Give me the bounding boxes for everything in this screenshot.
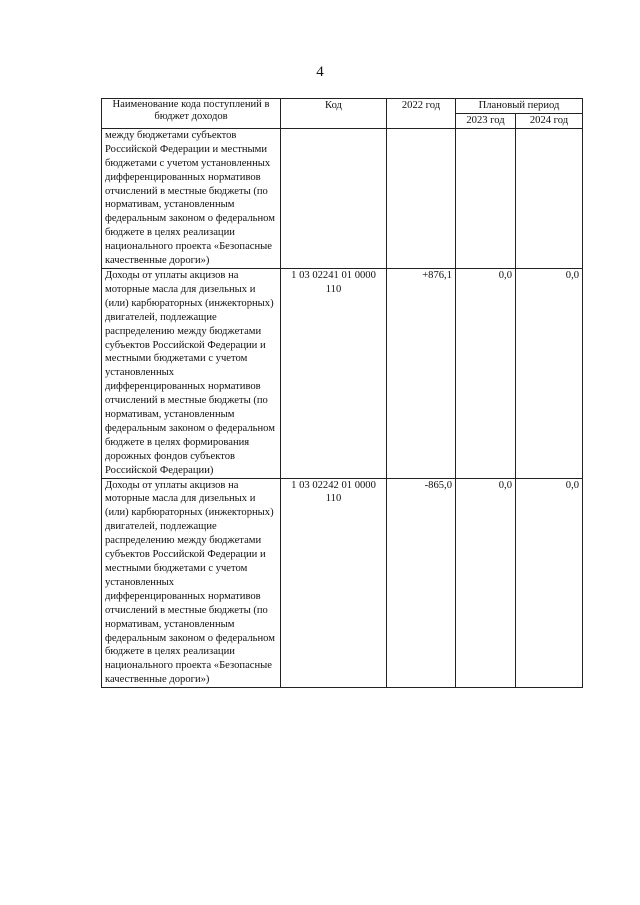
row-value-2022 xyxy=(387,128,456,268)
row-code: 1 03 02241 01 0000 110 xyxy=(281,268,387,478)
row-value-2023: 0,0 xyxy=(456,478,516,688)
header-planning-period: Плановый период xyxy=(456,99,583,114)
row-name: Доходы от уплаты акцизов на моторные масла для дизельных и (или) карбюраторных (инжекторных) двигателей, подлежащие распределению между бюджетами субъектов Российской Федерации и местными бюджетами с учетом установленных дифференцированных нормативов отчислений в местные бюджеты (по нормативам, установленным федеральным законом о федеральном бюджете в целях реализации национального проекта «Безопасные качественные дороги») xyxy=(102,478,281,688)
header-2023: 2023 год xyxy=(456,114,516,129)
header-name: Наименование кода поступлений в бюджет доходов xyxy=(102,99,281,129)
row-value-2022: -865,0 xyxy=(387,478,456,688)
row-value-2024 xyxy=(516,128,583,268)
table-row xyxy=(102,478,583,688)
row-code xyxy=(281,128,387,268)
revenue-table xyxy=(101,98,583,688)
row-value-2023: 0,0 xyxy=(456,268,516,478)
row-name: Доходы от уплаты акцизов на моторные масла для дизельных и (или) карбюраторных (инжекторных) двигателей, подлежащие распределению между бюджетами субъектов Российской Федерации и местными бюджетами с учетом установленных дифференцированных нормативов отчислений в местные бюджеты (по нормативам, установленным федеральным законом о федеральном бюджете в целях формирования дорожных фондов субъектов Российской Федерации) xyxy=(102,268,281,478)
row-value-2024: 0,0 xyxy=(516,478,583,688)
table-row xyxy=(102,268,583,478)
row-value-2022: +876,1 xyxy=(387,268,456,478)
header-2024: 2024 год xyxy=(516,114,583,129)
row-code: 1 03 02242 01 0000 110 xyxy=(281,478,387,688)
header-code: Код xyxy=(281,99,387,129)
page-number: 4 xyxy=(316,64,324,80)
header-2022: 2022 год xyxy=(387,99,456,129)
table-row xyxy=(102,128,583,268)
row-value-2023 xyxy=(456,128,516,268)
row-value-2024: 0,0 xyxy=(516,268,583,478)
row-name: между бюджетами субъектов Российской Федерации и местными бюджетами с учетом установленных дифференцированных нормативов отчислений в местные бюджеты (по нормативам, установленным федеральным законом о федеральном бюджете в целях реализации национального проекта «Безопасные качественные дороги») xyxy=(102,128,281,268)
